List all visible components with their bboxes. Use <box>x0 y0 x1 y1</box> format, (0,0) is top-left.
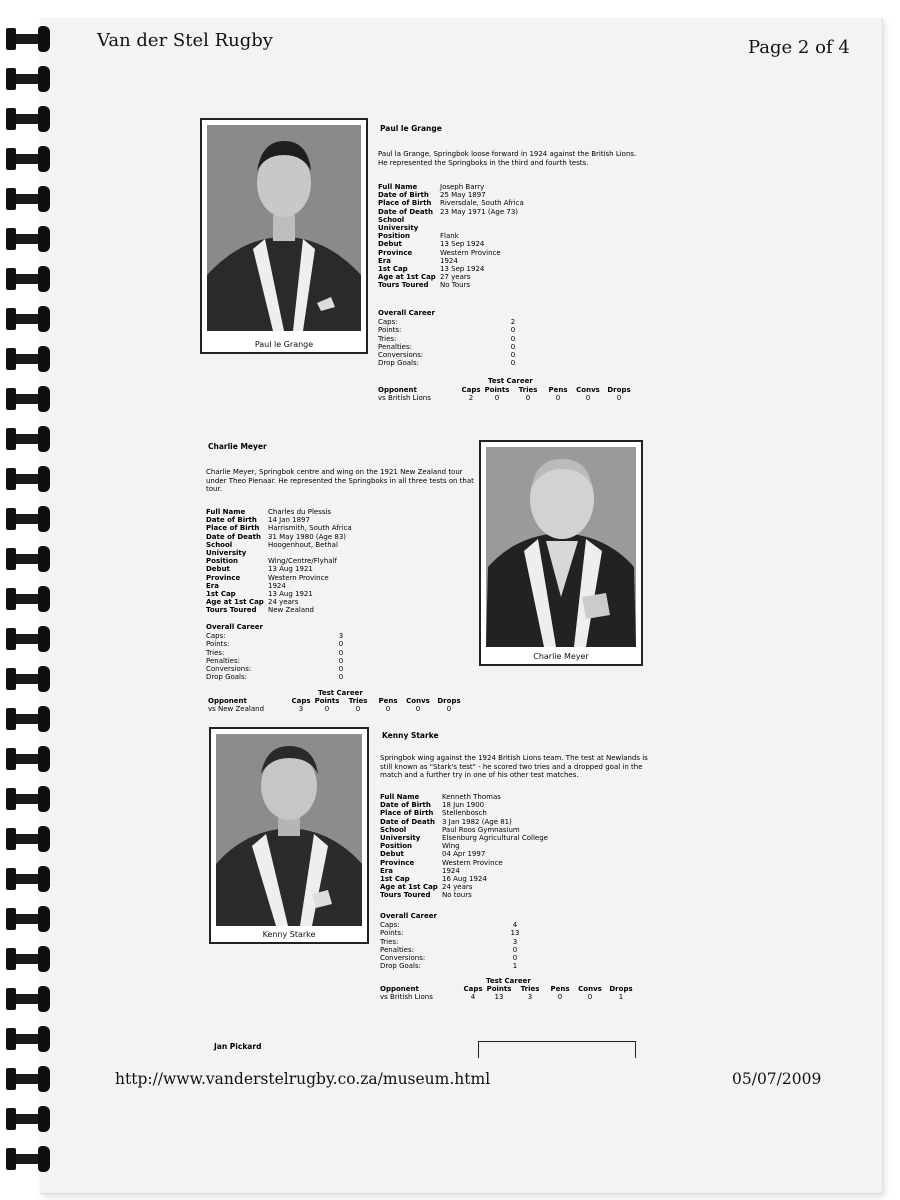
detail-row <box>380 842 548 850</box>
detail-label: Province <box>206 573 241 582</box>
detail-label: Age at 1st Cap <box>378 273 436 282</box>
detail-label: Age at 1st Cap <box>380 883 438 892</box>
binding-ring <box>6 26 48 52</box>
test-career-header: Tries <box>348 697 368 705</box>
detail-label: Full Name <box>378 183 418 191</box>
detail-label: Date of Birth <box>380 801 431 810</box>
career-stat-label: Caps: <box>380 921 400 929</box>
test-career-column <box>604 386 634 403</box>
test-career-header: Points <box>486 985 512 993</box>
binding-ring <box>6 866 48 892</box>
career-stat-value: 0 <box>510 342 516 351</box>
detail-value: 13 Sep 1924 <box>440 240 485 249</box>
binding-ring <box>6 1146 48 1172</box>
career-stat-value: 0 <box>510 334 516 343</box>
photo-caption: Kenny Starke <box>262 930 316 939</box>
career-stat-value: 3 <box>338 632 344 640</box>
detail-row <box>378 265 524 273</box>
career-stat-row <box>378 318 518 326</box>
test-career-cell: 4 <box>470 993 476 1002</box>
test-career-cell: 0 <box>385 705 391 714</box>
binding-ring <box>6 466 48 492</box>
detail-row <box>378 224 524 232</box>
detail-label: Era <box>206 581 219 590</box>
test-career-heading: Test Career <box>318 689 363 697</box>
portrait-image <box>207 125 361 331</box>
detail-row <box>206 582 352 590</box>
career-stat-row <box>380 954 520 962</box>
binding-ring <box>6 706 48 732</box>
detail-value: Wing/Centre/Flyhalf <box>268 557 337 566</box>
detail-value: Stellenbosch <box>442 809 487 818</box>
player-photo-frame <box>478 1041 636 1058</box>
player-details <box>206 508 352 615</box>
player-name-heading: Charlie Meyer <box>208 442 267 451</box>
test-career-cell: 0 <box>557 993 563 1002</box>
detail-row <box>380 867 548 875</box>
detail-row <box>206 574 352 582</box>
test-career-cell: 13 <box>494 993 504 1002</box>
binding-ring <box>6 666 48 692</box>
test-career-cell: vs New Zealand <box>208 705 265 714</box>
test-career-column <box>512 386 544 403</box>
test-career-column <box>402 697 434 714</box>
test-career-cell: vs British Lions <box>378 394 431 403</box>
detail-label: Era <box>380 866 393 875</box>
test-career-cell: 3 <box>298 705 304 714</box>
detail-label: 1st Cap <box>206 590 236 599</box>
detail-value: New Zealand <box>268 606 314 615</box>
overall-career-stats <box>380 921 520 971</box>
player-bio: Paul la Grange, Springbok loose forward in 1924 against the British Lions. He represented the Springboks in the third and fourth tests. <box>378 150 637 167</box>
detail-row <box>380 859 548 867</box>
career-stat-label: Caps: <box>378 318 398 326</box>
test-career-header: Pens <box>548 386 568 394</box>
detail-value: Harrismith, South Africa <box>268 524 352 533</box>
binding-ring <box>6 1026 48 1052</box>
detail-value: Joseph Barry <box>440 183 485 191</box>
test-career-header: Opponent <box>378 386 417 394</box>
career-stat-row <box>380 938 520 946</box>
career-stat-label: Points: <box>380 929 404 938</box>
binding-ring <box>6 266 48 292</box>
portrait-image <box>216 734 362 926</box>
detail-value: Charles du Plessis <box>268 508 332 516</box>
detail-label: Date of Birth <box>206 516 257 525</box>
career-stat-label: Conversions: <box>206 665 252 674</box>
detail-value: Riversdale, South Africa <box>440 199 524 208</box>
detail-row <box>206 524 352 532</box>
career-stat-label: Penalties: <box>380 945 414 954</box>
binding-ring <box>6 906 48 932</box>
overall-career-stats <box>378 318 518 368</box>
test-career-table <box>378 386 634 403</box>
test-career-header: Pens <box>550 985 570 993</box>
detail-value: Paul Roos Gymnasium <box>442 825 520 834</box>
detail-value: 04 Apr 1997 <box>442 850 486 859</box>
detail-value: 27 years <box>440 273 471 282</box>
test-career-cell: 0 <box>446 705 452 714</box>
binding-ring <box>6 306 48 332</box>
detail-row <box>378 183 524 191</box>
career-stat-value: 0 <box>338 656 344 665</box>
test-career-cell: 0 <box>555 394 561 403</box>
detail-row <box>380 834 548 842</box>
career-stat-value: 0 <box>338 673 344 682</box>
detail-label: Debut <box>380 850 404 859</box>
binding-ring <box>6 146 48 172</box>
detail-value: 13 Aug 1921 <box>268 565 313 574</box>
detail-value: 13 Sep 1924 <box>440 265 485 274</box>
test-career-column <box>546 985 574 1002</box>
test-career-header: Caps <box>463 985 483 993</box>
detail-row <box>380 883 548 891</box>
detail-label: Date of Death <box>378 207 433 216</box>
detail-row <box>378 216 524 224</box>
detail-label: Full Name <box>380 793 420 801</box>
player-photo <box>209 727 369 944</box>
career-stat-label: Caps: <box>206 632 226 640</box>
detail-label: Age at 1st Cap <box>206 598 264 607</box>
footer-url: http://www.vanderstelrugby.co.za/museum.html <box>115 1070 491 1088</box>
detail-value: No tours <box>442 891 472 900</box>
detail-row <box>378 249 524 257</box>
test-career-cell: vs British Lions <box>380 993 433 1002</box>
test-career-cell: 0 <box>494 394 500 403</box>
detail-value: 1924 <box>268 581 286 590</box>
career-stat-row <box>380 929 520 937</box>
binding-ring <box>6 626 48 652</box>
document-header-title: Van der Stel Rugby <box>97 30 273 51</box>
detail-row <box>378 281 524 289</box>
career-stat-value: 0 <box>512 954 518 963</box>
detail-label: School <box>378 215 405 224</box>
career-stat-row <box>206 673 346 681</box>
photo-caption: Paul le Grange <box>254 340 314 349</box>
test-career-header: Tries <box>520 985 540 993</box>
detail-row <box>206 549 352 557</box>
test-career-header: Drops <box>609 985 633 993</box>
career-stat-value: 0 <box>338 665 344 674</box>
career-stat-value: 1 <box>512 962 518 971</box>
detail-value: 24 years <box>268 598 299 607</box>
test-career-header: Drops <box>437 697 461 705</box>
binding-ring <box>6 426 48 452</box>
detail-row <box>380 793 548 801</box>
detail-label: Full Name <box>206 508 246 516</box>
test-career-header: Convs <box>578 985 602 993</box>
detail-label: Province <box>380 858 415 867</box>
detail-row <box>206 508 352 516</box>
test-career-header: Caps <box>291 697 311 705</box>
detail-value: 31 May 1980 (Age 83) <box>268 532 347 541</box>
test-career-header: Pens <box>378 697 398 705</box>
binding-ring <box>6 66 48 92</box>
player-details <box>378 183 524 290</box>
detail-value: Hoogenhout, Bethal <box>268 540 338 549</box>
test-career-table <box>380 985 636 1002</box>
overall-career-heading: Overall Career <box>380 912 437 920</box>
test-career-column <box>312 697 342 714</box>
test-career-column <box>290 697 312 714</box>
test-career-column <box>434 697 464 714</box>
career-stat-label: Conversions: <box>380 954 426 963</box>
career-stat-value: 0 <box>510 351 516 360</box>
detail-value: 16 Aug 1924 <box>442 875 487 884</box>
test-career-cell: 1 <box>618 993 624 1002</box>
detail-label: Debut <box>206 565 230 574</box>
detail-label: University <box>380 834 421 843</box>
career-stat-row <box>380 921 520 929</box>
overall-career-heading: Overall Career <box>378 309 435 317</box>
test-career-table <box>208 697 464 714</box>
detail-label: Tours Toured <box>378 281 429 290</box>
career-stat-row <box>378 343 518 351</box>
binding-ring <box>6 546 48 572</box>
detail-label: Place of Birth <box>206 524 260 533</box>
career-stat-label: Drop Goals: <box>378 359 420 368</box>
detail-value: Flank <box>440 232 459 241</box>
overall-career-stats <box>206 632 346 682</box>
page-number: Page 2 of 4 <box>748 37 850 58</box>
test-career-column <box>484 985 514 1002</box>
test-career-column <box>544 386 572 403</box>
career-stat-row <box>378 359 518 367</box>
detail-row <box>206 533 352 541</box>
detail-label: School <box>206 540 233 549</box>
test-career-header: Convs <box>406 697 430 705</box>
detail-row <box>380 801 548 809</box>
career-stat-value: 0 <box>338 640 344 649</box>
career-stat-label: Tries: <box>206 648 225 657</box>
career-stat-value: 0 <box>338 648 344 657</box>
detail-value: Kenneth Thomas <box>442 793 501 801</box>
test-career-column <box>208 697 290 714</box>
test-career-header: Drops <box>607 386 631 394</box>
test-career-cell: 0 <box>355 705 361 714</box>
detail-row <box>378 208 524 216</box>
detail-row <box>378 199 524 207</box>
detail-row <box>380 850 548 858</box>
detail-row <box>380 826 548 834</box>
detail-row <box>380 875 548 883</box>
detail-value: Western Province <box>440 248 501 257</box>
binding-ring <box>6 946 48 972</box>
detail-label: Tours Toured <box>206 606 257 615</box>
test-career-header: Points <box>314 697 340 705</box>
detail-value: No Tours <box>440 281 471 290</box>
career-stat-row <box>378 335 518 343</box>
detail-label: Date of Birth <box>378 191 429 200</box>
test-career-header: Caps <box>461 386 481 394</box>
detail-label: Era <box>378 256 391 265</box>
player-bio: Charlie Meyer, Springbok centre and wing on the 1921 New Zealand tour under Theo Pienaar. He represented the Springboks in all three tests on that tour. <box>206 468 474 494</box>
test-career-column <box>572 386 604 403</box>
detail-label: School <box>380 825 407 834</box>
detail-row <box>206 541 352 549</box>
detail-row <box>380 818 548 826</box>
test-career-column <box>606 985 636 1002</box>
test-career-header: Convs <box>576 386 600 394</box>
test-career-column <box>574 985 606 1002</box>
detail-row <box>378 240 524 248</box>
test-career-cell: 0 <box>616 394 622 403</box>
detail-value: Wing <box>442 842 460 851</box>
player-bio: Springbok wing against the 1924 British Lions team. The test at Newlands is still known as "Stark's test" - he scored two tries and a dropped goal in the match and a further try in one of his other test matches. <box>380 754 648 780</box>
detail-label: University <box>378 224 419 233</box>
test-career-column <box>482 386 512 403</box>
detail-value: 24 years <box>442 883 473 892</box>
career-stat-row <box>380 962 520 970</box>
overall-career-heading: Overall Career <box>206 623 263 631</box>
career-stat-label: Penalties: <box>378 342 412 351</box>
test-career-header: Tries <box>518 386 538 394</box>
detail-row <box>206 516 352 524</box>
career-stat-label: Drop Goals: <box>380 962 422 971</box>
detail-row <box>206 557 352 565</box>
career-stat-row <box>378 351 518 359</box>
test-career-header: Opponent <box>380 985 419 993</box>
detail-row <box>206 606 352 614</box>
detail-label: 1st Cap <box>378 265 408 274</box>
binding-ring <box>6 106 48 132</box>
detail-label: Position <box>378 232 411 241</box>
test-career-column <box>462 985 484 1002</box>
detail-row <box>378 257 524 265</box>
test-career-column <box>378 386 460 403</box>
career-stat-value: 13 <box>510 929 520 938</box>
test-career-cell: 0 <box>415 705 421 714</box>
test-career-header: Points <box>484 386 510 394</box>
detail-label: Debut <box>378 240 402 249</box>
detail-label: University <box>206 549 247 558</box>
detail-label: Province <box>378 248 413 257</box>
detail-label: Tours Toured <box>380 891 431 900</box>
binding-ring <box>6 506 48 532</box>
detail-value: Western Province <box>442 858 503 867</box>
detail-row <box>206 590 352 598</box>
binding-ring <box>6 226 48 252</box>
player-name-heading: Kenny Starke <box>382 731 439 740</box>
player-photo <box>200 118 368 354</box>
footer-date: 05/07/2009 <box>732 1070 822 1088</box>
binding-ring <box>6 986 48 1012</box>
detail-label: Position <box>380 842 413 851</box>
spiral-binding <box>0 0 64 1200</box>
detail-value: 3 Jan 1982 (Age 81) <box>442 817 512 826</box>
binding-ring <box>6 346 48 372</box>
detail-value: 18 Jun 1900 <box>442 801 485 810</box>
player-photo <box>479 440 643 666</box>
detail-label: Date of Death <box>380 817 435 826</box>
career-stat-value: 0 <box>510 359 516 368</box>
test-career-column <box>342 697 374 714</box>
detail-label: Position <box>206 557 239 566</box>
career-stat-label: Drop Goals: <box>206 673 248 682</box>
detail-value: 23 May 1971 (Age 73) <box>440 207 519 216</box>
career-stat-value: 0 <box>510 326 516 335</box>
test-career-header: Opponent <box>208 697 247 705</box>
career-stat-row <box>380 946 520 954</box>
detail-row <box>380 891 548 899</box>
career-stat-row <box>206 665 346 673</box>
binding-ring <box>6 746 48 772</box>
career-stat-label: Points: <box>206 640 230 649</box>
player-details <box>380 793 548 900</box>
detail-value: 1924 <box>440 256 458 265</box>
test-career-cell: 3 <box>527 993 533 1002</box>
career-stat-row <box>206 657 346 665</box>
detail-value: 14 Jan 1897 <box>268 516 310 525</box>
detail-value: 25 May 1897 <box>440 191 486 200</box>
career-stat-label: Tries: <box>380 937 399 946</box>
detail-row <box>378 191 524 199</box>
detail-value: 1924 <box>442 866 460 875</box>
player-name-heading: Jan Pickard <box>214 1042 262 1051</box>
detail-row <box>378 273 524 281</box>
career-stat-label: Points: <box>378 326 402 335</box>
portrait-image <box>486 447 636 647</box>
detail-value: Elsenburg Agricultural College <box>442 834 548 843</box>
career-stat-label: Conversions: <box>378 351 424 360</box>
detail-value: 13 Aug 1921 <box>268 590 313 599</box>
detail-row <box>378 232 524 240</box>
test-career-column <box>380 985 462 1002</box>
photo-caption: Charlie Meyer <box>533 652 589 661</box>
binding-ring <box>6 186 48 212</box>
career-stat-value: 2 <box>510 318 516 326</box>
career-stat-value: 3 <box>512 937 518 946</box>
binding-ring <box>6 786 48 812</box>
test-career-cell: 0 <box>324 705 330 714</box>
test-career-column <box>460 386 482 403</box>
career-stat-row <box>206 649 346 657</box>
detail-row <box>380 809 548 817</box>
detail-label: Date of Death <box>206 532 261 541</box>
test-career-cell: 2 <box>468 394 474 403</box>
binding-ring <box>6 386 48 412</box>
detail-label: 1st Cap <box>380 875 410 884</box>
career-stat-label: Tries: <box>378 334 397 343</box>
binding-ring <box>6 826 48 852</box>
detail-row <box>206 598 352 606</box>
test-career-heading: Test Career <box>488 377 533 385</box>
binding-ring <box>6 1066 48 1092</box>
test-career-column <box>514 985 546 1002</box>
test-career-heading: Test Career <box>486 977 531 985</box>
detail-row <box>206 565 352 573</box>
test-career-cell: 0 <box>525 394 531 403</box>
career-stat-value: 4 <box>512 921 518 929</box>
test-career-cell: 0 <box>587 993 593 1002</box>
binding-ring <box>6 586 48 612</box>
career-stat-label: Penalties: <box>206 656 240 665</box>
career-stat-row <box>378 326 518 334</box>
detail-label: Place of Birth <box>378 199 432 208</box>
career-stat-value: 0 <box>512 945 518 954</box>
detail-value: Western Province <box>268 573 329 582</box>
detail-label: Place of Birth <box>380 809 434 818</box>
binding-ring <box>6 1106 48 1132</box>
test-career-cell: 0 <box>585 394 591 403</box>
player-name-heading: Paul le Grange <box>380 124 442 133</box>
career-stat-row <box>206 632 346 640</box>
career-stat-row <box>206 640 346 648</box>
test-career-column <box>374 697 402 714</box>
